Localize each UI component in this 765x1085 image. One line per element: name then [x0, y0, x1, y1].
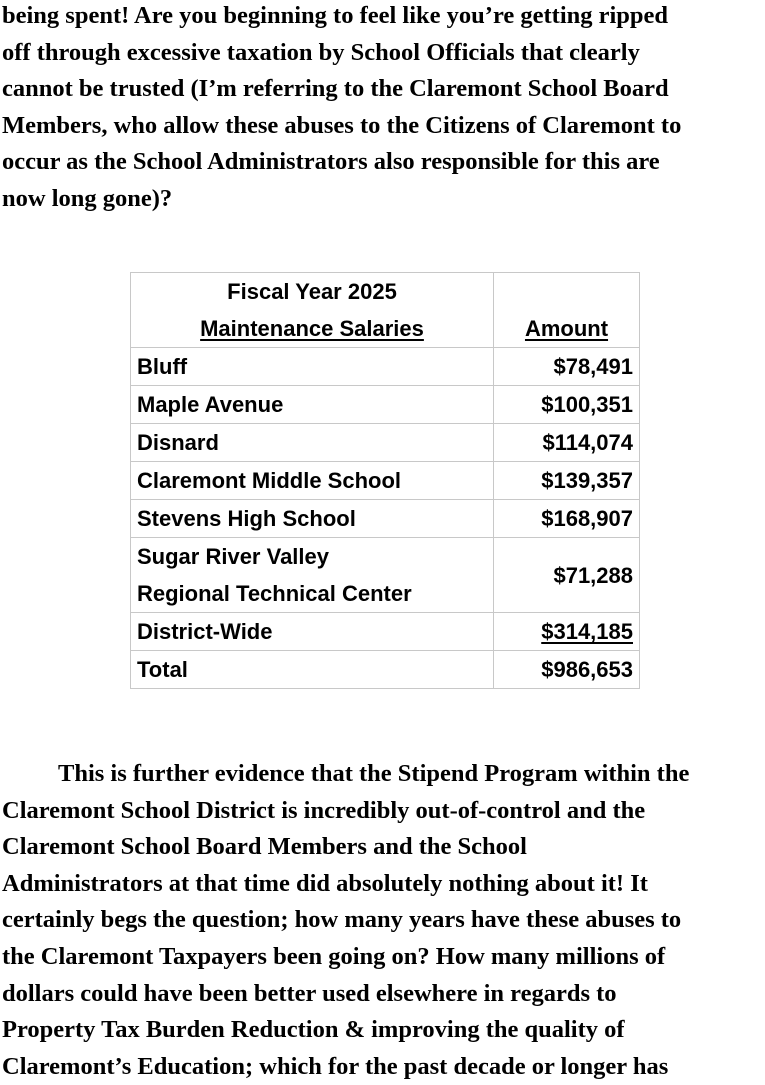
table-row: [131, 500, 640, 538]
school-name-cell: Stevens High School: [131, 500, 494, 538]
table-row: [131, 462, 640, 500]
school-name-cell: Disnard: [131, 424, 494, 462]
paragraph-line: occur as the School Administrators also responsible for this are: [2, 148, 660, 176]
school-name-cell: Maple Avenue: [131, 386, 494, 424]
school-name-cell: [131, 538, 494, 613]
table-header-row: [131, 273, 640, 348]
paragraph-line: now long gone)?: [2, 184, 173, 212]
subtotal-amount: $314,185: [541, 619, 633, 644]
table-row: [131, 538, 640, 613]
paragraph-line: the Claremont Taxpayers been going on? How many millions of: [2, 942, 666, 970]
paragraph-line: Claremont’s Education; which for the past decade or longer has: [2, 1052, 669, 1080]
school-name-cell: District-Wide: [131, 613, 494, 651]
table-title-year: Fiscal Year 2025: [227, 279, 397, 304]
paragraph-line: Members, who allow these abuses to the Citizens of Claremont to: [2, 111, 682, 139]
total-amount-cell: $986,653: [494, 651, 640, 689]
paragraph-line-first: [2, 756, 765, 793]
school-name-cell: Claremont Middle School: [131, 462, 494, 500]
table-total-row: [131, 651, 640, 689]
amount-cell: $100,351: [494, 386, 640, 424]
amount-cell: [494, 613, 640, 651]
paragraph-line: certainly begs the question; how many years have these abuses to: [2, 906, 682, 934]
paragraph-line-text: This is further evidence that the Stipend Program within the: [58, 760, 690, 787]
amount-column-header: [494, 273, 640, 348]
total-label-cell: Total: [131, 651, 494, 689]
table-title-subject: Maintenance Salaries: [200, 316, 424, 341]
paragraph-line: Claremont School Board Members and the School: [2, 833, 527, 861]
paragraph-line: off through excessive taxation by School Officials that clearly: [2, 38, 640, 66]
paragraph-line: Claremont School District is incredibly out-of-control and the: [2, 796, 646, 824]
amount-cell: $139,357: [494, 462, 640, 500]
amount-header-label: Amount: [524, 316, 609, 341]
conclusion-paragraph: [2, 756, 765, 1085]
table-row: [131, 613, 640, 651]
school-name-line: Sugar River Valley: [137, 544, 329, 569]
paragraph-line: dollars could have been better used elsewhere in regards to: [2, 979, 617, 1007]
paragraph-line: Property Tax Burden Reduction & improving the quality of: [2, 1016, 625, 1044]
table-row: [131, 348, 640, 386]
paragraph-line: being spent! Are you beginning to feel like you’re getting ripped: [2, 2, 669, 29]
intro-paragraph: [2, 0, 765, 218]
school-name-cell: Bluff: [131, 348, 494, 386]
school-name-line: Regional Technical Center: [137, 581, 412, 606]
table-row: [131, 386, 640, 424]
amount-cell: $71,288: [494, 538, 640, 613]
paragraph-line: Administrators at that time did absolutely nothing about it! It: [2, 869, 648, 897]
amount-cell: $78,491: [494, 348, 640, 386]
amount-cell: $168,907: [494, 500, 640, 538]
table-row: [131, 424, 640, 462]
maintenance-salaries-table: [130, 272, 640, 689]
paragraph-line: cannot be trusted (I’m referring to the Claremont School Board: [2, 75, 669, 103]
maintenance-salaries-table-container: [130, 272, 640, 689]
table-title-header: [131, 273, 494, 348]
amount-cell: $114,074: [494, 424, 640, 462]
